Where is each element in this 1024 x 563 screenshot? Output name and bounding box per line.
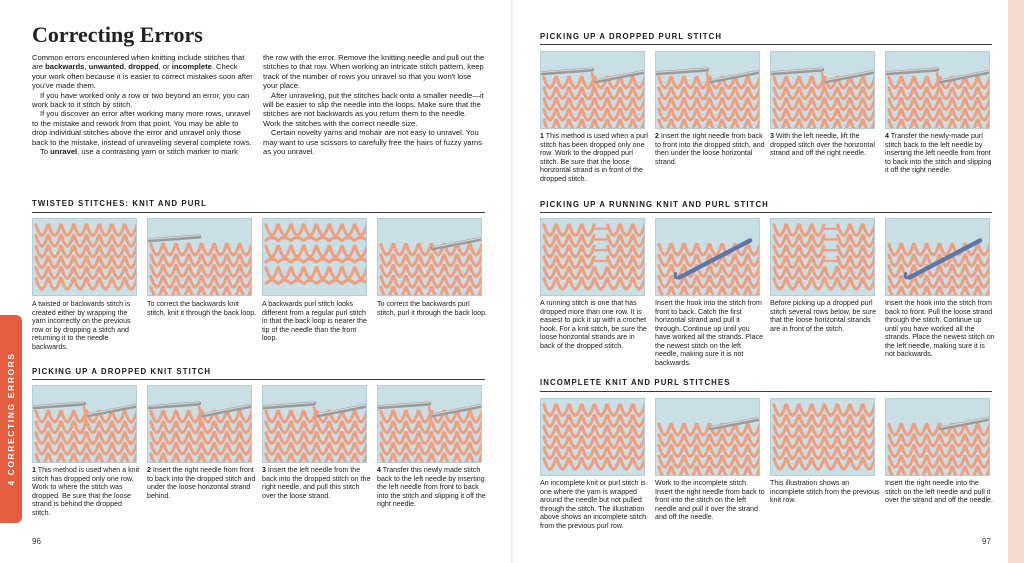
caption-dropped-purl-1: 1 This method is used when a purl stitch has been dropped only one row. Work to the dropped purl stitch. Be sure that the loose horizontal strand is in front of the dropped stitch. <box>540 132 648 183</box>
caption-running-1: A running stitch is one that has dropped more than one row. It is easiest to pick it up with a crochet hook. For a knit stitch, be sure the loose horizontal strands are in back of the dropped stitch. <box>540 299 647 350</box>
intro-paragraph-3: If you discover an error after working many more rows, unravel to the mistake and rework from that point. You may be able to drop individual stitches above the error and unravel only those back to the mistake, instead of unraveling several complete rows. <box>32 109 252 147</box>
caption-dropped-purl-4: 4 Transfer the newly-made purl stitch back to the left needle by inserting the left needle from front to back into the stitch and slipping it off the right needle. <box>885 132 992 174</box>
knitting-illustration <box>540 398 645 476</box>
knitting-illustration <box>147 385 252 463</box>
page-title: Correcting Errors <box>32 22 203 47</box>
caption-running-4: Insert the hook into the stitch from back to front. Pull the loose strand through the stitch. Continue up until you have worked all the strands. Place the newest stitch on the left needle, making sure it is not backwards. <box>885 299 995 358</box>
caption-incomplete-2: Work to the incomplete stitch. Insert the right needle from back to front into the stitch on the left needle and pull it over the strand and off the needle. <box>655 479 765 521</box>
caption-twisted-4: To correct the backwards purl stitch, purl it through the back loop. <box>377 300 488 317</box>
knitting-illustration <box>377 385 482 463</box>
section-heading-incomplete: INCOMPLETE KNIT AND PURL STITCHES <box>540 378 731 387</box>
page-number-right: 97 <box>982 537 991 546</box>
knitting-illustration <box>770 398 875 476</box>
intro-column-1 <box>32 53 254 156</box>
knitting-illustration <box>770 51 875 129</box>
section-heading-twisted: TWISTED STITCHES: KNIT AND PURL <box>32 199 208 208</box>
caption-incomplete-3: This illustration shows an incomplete stitch from the previous knit row. <box>770 479 880 504</box>
knitting-illustration <box>147 218 252 296</box>
caption-dropped-knit-1: 1 This method is used when a knit stitch has dropped only one row. Work to where the stitch was dropped. Be sure that the loose strand is behind the dropped stitch. <box>32 466 140 517</box>
knitting-illustration <box>32 385 137 463</box>
intro-paragraph-5: the row with the error. Remove the knitting needle and pull out the stitches to that row. When working an intricate stitch pattern, keep track of the number of rows you unravel so that you won't lose your place. <box>263 53 485 91</box>
knitting-illustration <box>377 218 482 296</box>
knitting-illustration <box>262 385 367 463</box>
section-rule <box>540 44 992 45</box>
caption-incomplete-1: An incomplete knit or purl stitch is one where the yarn is wrapped around the needle but not pulled through the stitch. The illustration above shows an incomplete stitch from the previous purl row. <box>540 479 647 530</box>
caption-dropped-purl-2: 2 Insert the right needle from back to front into the dropped stitch, and then under the loose horizontal strand. <box>655 132 765 166</box>
knitting-illustration <box>655 218 760 296</box>
caption-running-3: Before picking up a dropped purl stitch several rows below, be sure that the loose horizontal strands are in front of the stitch. <box>770 299 877 333</box>
knitting-illustration <box>770 218 875 296</box>
section-rule <box>540 391 992 392</box>
section-heading-dropped-knit: PICKING UP A DROPPED KNIT STITCH <box>32 367 212 376</box>
page-gutter <box>511 0 513 563</box>
caption-twisted-2: To correct the backwards knit stitch, knit it through the back loop. <box>147 300 257 317</box>
section-rule <box>540 212 992 213</box>
knitting-illustration <box>885 51 990 129</box>
intro-column-2 <box>263 53 485 156</box>
knitting-illustration <box>540 51 645 129</box>
caption-dropped-purl-3: 3 With the left needle, lift the dropped stitch over the horizontal strand and off the right needle. <box>770 132 875 157</box>
section-heading-running-stitch: PICKING UP A RUNNING KNIT AND PURL STITCH <box>540 200 769 209</box>
section-rule <box>32 379 485 380</box>
knitting-illustration <box>885 218 990 296</box>
intro-paragraph-1: Common errors encountered when knitting include stitches that are backwards, unwanted, dropped, or incomplete. Check your work often because it is easier to correct mistakes soon after you've made them. <box>32 53 253 91</box>
page-edge-strip <box>1008 0 1024 563</box>
caption-twisted-1: A twisted or backwards stitch is created either by wrapping the yarn incorrectly on the previous row or by dropping a stitch and returning it to the needle backwards. <box>32 300 131 351</box>
chapter-side-tab <box>0 315 22 523</box>
caption-dropped-knit-2: 2 Insert the right needle from front to back into the dropped stitch and under the loose horizontal strand behind. <box>147 466 256 500</box>
caption-twisted-3: A backwards purl stitch looks different from a regular purl stitch in that the back loop is nearer the tip of the needle than the front loop. <box>262 300 367 342</box>
knitting-illustration <box>885 398 990 476</box>
knitting-illustration <box>540 218 645 296</box>
intro-paragraph-4: To unravel, use a contrasting yarn or stitch marker to mark <box>40 147 238 157</box>
knitting-illustration <box>262 218 367 296</box>
caption-dropped-knit-3: 3 Insert the left needle from the back into the dropped stitch on the right needle, and pull this stitch over the loose strand. <box>262 466 371 500</box>
knitting-illustration <box>655 51 760 129</box>
caption-incomplete-4: Insert the right needle into the stitch on the left needle and pull it over the strand and off the needle. <box>885 479 993 504</box>
knitting-illustration <box>32 218 137 296</box>
page-number-left: 96 <box>32 537 41 546</box>
knitting-illustration <box>655 398 760 476</box>
section-rule <box>32 212 485 213</box>
section-heading-dropped-purl: PICKING UP A DROPPED PURL STITCH <box>540 32 723 41</box>
chapter-side-tab-label: 4 CORRECTING ERRORS <box>6 352 16 486</box>
intro-paragraph-2: If you have worked only a row or two beyond an error, you can work back to it stitch by stitch. <box>32 90 250 110</box>
caption-dropped-knit-4: 4 Transfer this newly made stitch back to the left needle by inserting the left needle from front to back into the stitch and slipping it off the right needle. <box>377 466 486 508</box>
intro-paragraph-7: Certain novelty yarns and mohair are not easy to unravel. You may want to use scissors to carefully free the hairs of fuzzy yarns as you unravel. <box>263 128 483 157</box>
intro-paragraph-6: After unraveling, put the stitches back onto a smaller needle—it will be easier to slip the needle into the loops. Make sure that the stitches are not backwards as you return them to the needle. Work the stitches with the correct needle size. <box>263 90 484 128</box>
caption-running-2: Insert the hook into the stitch from front to back. Catch the first horizontal strand and pull it through. Continue up until you have worked all the strands. Place the newest stitch on the left needle, making sure it is not backwards. <box>655 299 764 367</box>
